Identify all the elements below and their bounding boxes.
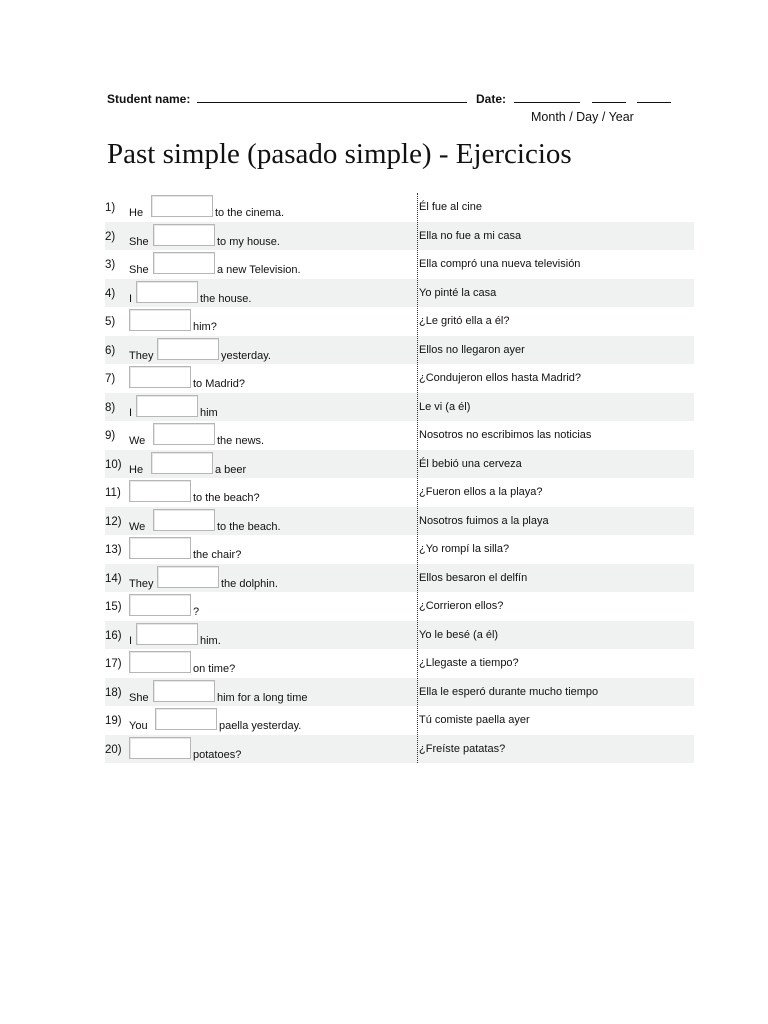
exercise-sentence: [129, 421, 429, 449]
exercise-subject: You: [129, 720, 148, 732]
exercise-rest: yesterday.: [221, 349, 271, 362]
exercise-sentence: [129, 507, 429, 535]
exercise-subject: We: [129, 520, 146, 533]
exercise-number: 10): [105, 458, 122, 471]
exercise-row: [105, 450, 694, 479]
exercise-number: 15): [105, 601, 122, 613]
spanish-translation: Nosotros no escribimos las noticias: [419, 429, 592, 441]
exercise-row: [105, 250, 694, 279]
exercise-rest: him?: [193, 321, 217, 333]
exercise-row: [105, 507, 694, 536]
spanish-translation: Ella compró una nueva televisión: [419, 258, 581, 270]
spanish-translation: ¿Condujeron ellos hasta Madrid?: [419, 372, 582, 384]
exercise-rest: paella yesterday.: [219, 720, 302, 732]
answer-input[interactable]: [129, 537, 191, 559]
answer-input[interactable]: [129, 737, 191, 759]
exercise-sentence: [129, 564, 429, 592]
exercise-number: 6): [105, 344, 116, 357]
spanish-translation: ¿Freíste patatas?: [419, 742, 506, 755]
exercise-row: [105, 678, 694, 707]
exercise-number: 18): [105, 686, 122, 699]
exercise-rest: ?: [193, 606, 200, 618]
exercise-subject: They: [129, 349, 154, 362]
answer-input[interactable]: [136, 623, 198, 645]
spanish-translation: Ella no fue a mi casa: [419, 229, 522, 242]
exercise-rest: him: [200, 406, 218, 419]
exercise-sentence: [129, 535, 429, 563]
exercise-sentence: [129, 678, 429, 706]
exercise-table: [105, 193, 694, 763]
exercise-sentence: [129, 478, 429, 506]
exercise-rest: the news.: [217, 435, 265, 447]
answer-input[interactable]: [153, 423, 215, 445]
answer-input[interactable]: [151, 452, 213, 474]
exercise-rest: him.: [200, 634, 221, 647]
exercise-number: 2): [105, 230, 116, 243]
exercise-row: [105, 222, 694, 251]
exercise-row: [105, 649, 694, 678]
exercise-number: 5): [105, 316, 116, 328]
spanish-translation: Tú comiste paella ayer: [419, 714, 530, 726]
spanish-translation: Ellos no llegaron ayer: [419, 343, 525, 356]
exercise-rest: a beer: [215, 463, 247, 476]
exercise-row: [105, 564, 694, 593]
exercise-number: 14): [105, 572, 122, 585]
exercise-number: 12): [105, 515, 122, 528]
exercise-number: 1): [105, 202, 116, 214]
spanish-translation: ¿Llegaste a tiempo?: [419, 657, 519, 669]
exercise-subject: He: [129, 463, 144, 476]
exercise-number: 20): [105, 743, 122, 756]
date-year-line[interactable]: [637, 91, 671, 103]
exercise-row: [105, 706, 694, 735]
spanish-translation: ¿Fueron ellos a la playa?: [419, 486, 543, 498]
exercise-subject: I: [129, 292, 133, 305]
date-label: Date:: [476, 92, 507, 106]
exercise-rest: a new Television.: [217, 264, 301, 276]
answer-input[interactable]: [129, 480, 191, 502]
exercise-rest: to the beach?: [193, 492, 260, 504]
exercise-sentence: [129, 706, 429, 734]
worksheet-header: [107, 91, 667, 131]
exercise-sentence: [129, 592, 429, 620]
student-name-field: [107, 91, 467, 106]
exercise-subject: I: [129, 634, 133, 647]
exercise-number: 7): [105, 373, 116, 385]
exercise-sentence: [129, 250, 429, 278]
exercise-rest: to the cinema.: [215, 207, 285, 219]
exercise-rest: on time?: [193, 663, 236, 675]
exercise-row: [105, 735, 694, 764]
answer-input[interactable]: [153, 224, 215, 246]
spanish-translation: Nosotros fuimos a la playa: [419, 514, 549, 527]
date-format-hint: Month / Day / Year: [531, 110, 634, 124]
exercise-row: [105, 535, 694, 564]
student-name-line[interactable]: [197, 91, 467, 103]
exercise-subject: She: [129, 264, 149, 276]
exercise-rest: potatoes?: [193, 748, 242, 761]
spanish-translation: Ella le esperó durante mucho tiempo: [419, 685, 599, 698]
exercise-row: [105, 621, 694, 650]
exercise-rest: to the beach.: [217, 520, 281, 533]
exercise-subject: They: [129, 577, 154, 590]
exercise-sentence: [129, 307, 429, 335]
exercise-subject: We: [129, 435, 146, 447]
answer-input[interactable]: [129, 366, 191, 388]
exercise-number: 4): [105, 287, 116, 300]
exercise-subject: She: [129, 235, 149, 248]
exercise-sentence: [129, 336, 429, 364]
answer-input[interactable]: [153, 509, 215, 531]
answer-input[interactable]: [153, 252, 215, 274]
exercise-sentence: [129, 735, 429, 763]
exercise-sentence: [129, 621, 429, 649]
exercise-sentence: [129, 193, 429, 221]
exercise-subject: I: [129, 406, 133, 419]
answer-input[interactable]: [157, 338, 219, 360]
exercise-number: 13): [105, 544, 122, 556]
answer-input[interactable]: [136, 281, 198, 303]
exercise-sentence: [129, 649, 429, 677]
exercise-number: 9): [105, 430, 116, 442]
answer-input[interactable]: [153, 680, 215, 702]
date-day-line[interactable]: [592, 91, 626, 103]
exercise-row: [105, 421, 694, 450]
exercise-row: [105, 364, 694, 393]
exercise-subject: He: [129, 207, 144, 219]
column-divider: [417, 193, 418, 763]
date-month-line[interactable]: [514, 91, 580, 103]
exercise-sentence: [129, 393, 429, 421]
spanish-translation: Él bebió una cerveza: [419, 457, 522, 470]
exercise-rest: the house.: [200, 292, 252, 305]
exercise-number: 17): [105, 658, 122, 670]
student-name-label: Student name:: [107, 92, 191, 106]
exercise-sentence: [129, 279, 429, 307]
exercise-sentence: [129, 364, 429, 392]
exercise-row: [105, 393, 694, 422]
exercise-row: [105, 279, 694, 308]
exercise-rest: the chair?: [193, 549, 242, 561]
answer-input[interactable]: [136, 395, 198, 417]
spanish-translation: Él fue al cine: [419, 201, 482, 213]
answer-input[interactable]: [129, 651, 191, 673]
exercise-number: 16): [105, 629, 122, 642]
spanish-translation: ¿Le gritó ella a él?: [419, 315, 510, 327]
answer-input[interactable]: [129, 594, 191, 616]
exercise-sentence: [129, 450, 429, 478]
spanish-translation: ¿Yo rompí la silla?: [419, 543, 510, 555]
exercise-row: [105, 336, 694, 365]
spanish-translation: Yo pinté la casa: [419, 286, 497, 299]
spanish-translation: Ellos besaron el delfín: [419, 571, 528, 584]
exercise-number: 3): [105, 259, 116, 271]
answer-input[interactable]: [129, 309, 191, 331]
exercise-number: 19): [105, 715, 122, 727]
exercise-number: 8): [105, 401, 116, 414]
exercise-rest: the dolphin.: [221, 577, 278, 590]
exercise-row: [105, 307, 694, 336]
answer-input[interactable]: [155, 708, 217, 730]
date-field: [476, 91, 671, 106]
spanish-translation: Le vi (a él): [419, 400, 471, 413]
spanish-translation: ¿Corrieron ellos?: [419, 600, 504, 612]
answer-input[interactable]: [151, 195, 213, 217]
exercise-row: [105, 592, 694, 621]
exercise-row: [105, 478, 694, 507]
exercise-subject: She: [129, 691, 149, 704]
exercise-sentence: [129, 222, 429, 250]
exercise-rest: to Madrid?: [193, 378, 245, 390]
page-title: Past simple (pasado simple) - Ejercicios: [107, 138, 572, 170]
exercise-number: 11): [105, 487, 121, 499]
spanish-translation: Yo le besé (a él): [419, 628, 499, 641]
exercise-row: [105, 193, 694, 222]
answer-input[interactable]: [157, 566, 219, 588]
exercise-rest: him for a long time: [217, 691, 308, 704]
exercise-rest: to my house.: [217, 235, 280, 248]
